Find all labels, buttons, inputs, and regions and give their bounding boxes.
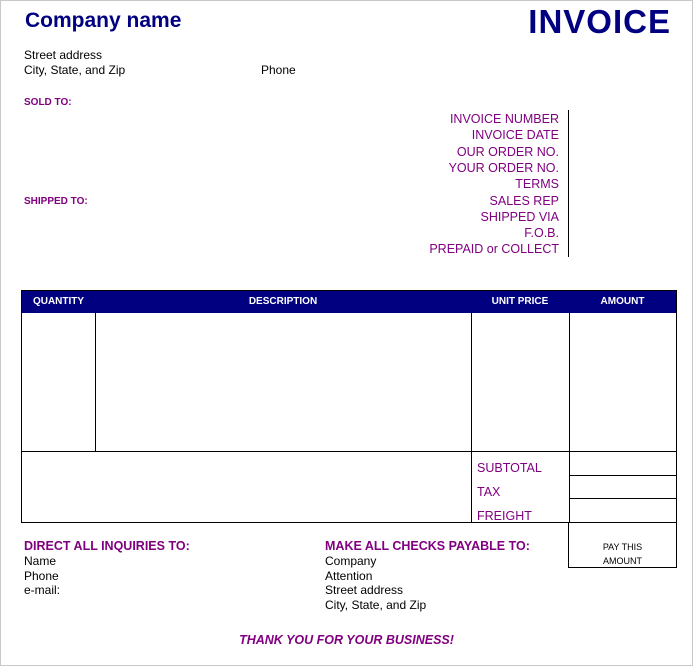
thank-you-message: THANK YOU FOR YOUR BUSINESS! <box>239 633 454 647</box>
checks-company: Company <box>325 554 377 568</box>
fob-label: F.O.B. <box>524 226 559 240</box>
sales-rep-label: SALES REP <box>489 194 559 208</box>
subtotal-bottom-line <box>569 475 676 476</box>
street-address: Street address <box>24 48 103 62</box>
header-amount: AMOUNT <box>600 296 645 307</box>
invoice-date-label: INVOICE DATE <box>471 128 559 142</box>
checks-street-address: Street address <box>325 583 404 597</box>
phone-label: Phone <box>261 63 296 77</box>
sold-to-label: SOLD TO: <box>24 97 72 108</box>
table-header <box>22 291 676 313</box>
freight-label: FREIGHT <box>477 509 532 523</box>
city-state-zip: City, State, and Zip <box>24 63 126 77</box>
items-bottom-line <box>22 451 676 452</box>
tax-bottom-line <box>569 498 676 499</box>
header-description: DESCRIPTION <box>248 296 318 307</box>
checks-attention: Attention <box>325 569 373 583</box>
shipped-to-label: SHIPPED TO: <box>24 196 88 207</box>
divider-description <box>471 313 472 522</box>
line-items-table <box>21 290 677 523</box>
inquiries-phone: Phone <box>24 569 59 583</box>
your-order-no-label: YOUR ORDER NO. <box>448 161 559 175</box>
terms-label: TERMS <box>515 177 559 191</box>
inquiries-email: e-mail: <box>24 583 61 597</box>
divider-unit-price <box>569 313 570 522</box>
pay-line-1: PAY THIS <box>602 542 643 552</box>
company-name: Company name <box>25 9 182 32</box>
pay-this-amount-box <box>568 522 677 568</box>
checks-heading: MAKE ALL CHECKS PAYABLE TO: <box>325 539 530 553</box>
tax-label: TAX <box>477 485 501 499</box>
prepaid-collect-label: PREPAID or COLLECT <box>429 242 559 256</box>
inquiries-name: Name <box>24 554 57 568</box>
subtotal-label: SUBTOTAL <box>477 461 542 475</box>
divider-quantity <box>95 313 96 451</box>
header-quantity: QUANTITY <box>32 296 85 307</box>
inquiries-heading: DIRECT ALL INQUIRIES TO: <box>24 539 190 553</box>
shipped-via-label: SHIPPED VIA <box>480 210 559 224</box>
our-order-no-label: OUR ORDER NO. <box>456 145 559 159</box>
header-unit-price: UNIT PRICE <box>491 296 549 307</box>
checks-city-state-zip: City, State, and Zip <box>325 598 427 612</box>
pay-line-2: AMOUNT <box>603 556 642 566</box>
document-title: INVOICE <box>528 3 671 40</box>
invoice-number-label: INVOICE NUMBER <box>449 112 559 126</box>
invoice-fields-divider <box>568 110 569 257</box>
